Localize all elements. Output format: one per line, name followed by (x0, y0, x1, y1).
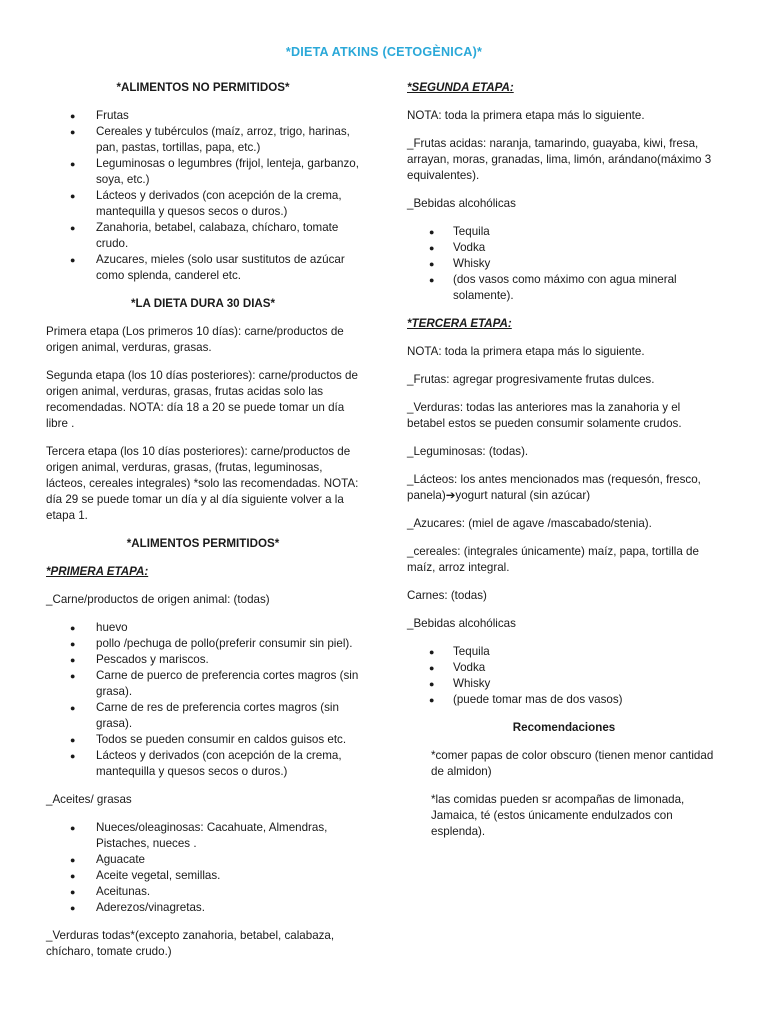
list-item: ● Vodka (429, 241, 486, 254)
frutas-text: _Frutas: agregar progresivamente frutas dulces. (407, 373, 655, 386)
list-item: ● Nueces/oleaginosas: Cacahuate, Almendras, Pistaches, nueces . (70, 821, 328, 850)
bullet-icon: ● (70, 623, 76, 633)
primera-etapa-heading: *PRIMERA ETAPA: (46, 565, 149, 578)
verduras-text: _Verduras: todas las anteriores mas la zanahoria y el betabel estos se pueden consumir solamente crudos. (407, 401, 682, 430)
left-column (46, 80, 360, 972)
bebidas-tercera-list (407, 644, 721, 708)
bullet-icon: ● (429, 259, 435, 269)
bullet-icon: ● (70, 159, 76, 169)
list-item: ● Frutas (70, 109, 129, 122)
list-item: ● Whisky (429, 677, 491, 690)
no-permitidos-heading: *ALIMENTOS NO PERMITIDOS* (116, 81, 290, 94)
bullet-icon: ● (70, 855, 76, 865)
bullet-icon: ● (70, 255, 76, 265)
carne-heading: _Carne/productos de origen animal: (todas) (46, 593, 270, 606)
bullet-icon: ● (429, 227, 435, 237)
bullet-icon: ● (70, 127, 76, 137)
cereales-text: _cereales: (integrales únicamente) maíz, papa, tortilla de maíz, arroz integral. (407, 545, 699, 574)
list-item: ● Aguacate (70, 853, 145, 866)
bullet-icon: ● (70, 671, 76, 681)
list-item: ● pollo /pechuga de pollo(preferir consumir sin piel). (70, 637, 353, 650)
segunda-etapa-heading: *SEGUNDA ETAPA: (407, 81, 514, 94)
permitidos-heading: *ALIMENTOS PERMITIDOS* (126, 537, 280, 550)
list-item: ● Whisky (429, 257, 491, 270)
list-item: ● Pescados y mariscos. (70, 653, 209, 666)
bullet-icon: ● (70, 223, 76, 233)
etapa-3-text: Tercera etapa (los 10 días posteriores): carne/productos de origen animal, verduras, grasas, (frutas, leguminosas, lácteos, cereales integrales) *solo las recomendadas. NOTA: día 29 se puede tomar un día y al día siguiente volver a la etapa 1. (46, 445, 359, 522)
list-item: ● Carne de puerco de preferencia cortes magros (sin grasa). (70, 669, 359, 698)
aceites-heading: _Aceites/ grasas (46, 793, 132, 806)
bullet-icon: ● (70, 639, 76, 649)
list-item: ● Zanahoria, betabel, calabaza, chícharo, tomate crudo. (70, 221, 339, 250)
nota-segunda: NOTA: toda la primera etapa más lo siguiente. (407, 109, 645, 122)
bebidas-heading: _Bebidas alcohólicas (407, 197, 516, 210)
aceites-list (46, 820, 360, 916)
recomendaciones-heading: Recomendaciones (512, 721, 616, 734)
recomendacion-1: *comer papas de color obscuro (tienen menor cantidad de almidon) (431, 749, 714, 778)
bullet-icon: ● (70, 823, 76, 833)
list-item: ● Azucares, mieles (solo usar sustitutos de azúcar como splenda, canderel etc. (70, 253, 345, 282)
bullet-icon: ● (429, 679, 435, 689)
arrow-right-icon: ➔ (445, 489, 456, 502)
list-item: ● (puede tomar mas de dos vasos) (429, 693, 623, 706)
recomendacion-2: *las comidas pueden sr acompañas de limonada, Jamaica, té (estos únicamente endulzados con esplenda). (431, 793, 685, 838)
bebidas-segunda-list (407, 224, 721, 304)
list-item: ● Vodka (429, 661, 486, 674)
etapa-1-text: Primera etapa (Los primeros 10 días): carne/productos de origen animal, verduras, grasas. (46, 325, 344, 354)
etapa-2-text: Segunda etapa (los 10 días posteriores): carne/productos de origen animal, verduras, grasas, frutas acidas solo las recomendadas. NOTA: día 18 a 20 se puede tomar un día libre . (46, 369, 358, 430)
carne-list (46, 620, 360, 780)
nota-tercera: NOTA: toda la primera etapa más lo siguiente. (407, 345, 645, 358)
no-permitidos-list (46, 108, 360, 284)
list-item: ● Aceitunas. (70, 885, 151, 898)
azucares-text: _Azucares: (miel de agave /mascabado/stenia). (407, 517, 652, 530)
bullet-icon: ● (70, 111, 76, 121)
bullet-icon: ● (70, 191, 76, 201)
list-item: ● Carne de res de preferencia cortes magros (sin grasa). (70, 701, 339, 730)
list-item: ● Aceite vegetal, semillas. (70, 869, 221, 882)
list-item: ● (dos vasos como máximo con agua mineral solamente). (429, 273, 677, 302)
bullet-icon: ● (429, 663, 435, 673)
list-item: ● Cereales y tubérculos (maíz, arroz, trigo, harinas, pan, pastas, tortillas, papa, etc.) (70, 125, 350, 154)
list-item: ● Lácteos y derivados (con acepción de la crema, mantequilla y quesos secos o duros.) (70, 749, 342, 778)
bullet-icon: ● (70, 735, 76, 745)
bullet-icon: ● (429, 695, 435, 705)
bullet-icon: ● (70, 751, 76, 761)
right-column (407, 80, 721, 852)
bebidas-heading-tercera: _Bebidas alcohólicas (407, 617, 516, 630)
list-item: ● Tequila (429, 645, 490, 658)
list-item: ● Leguminosas o legumbres (frijol, lenteja, garbanzo, soya, etc.) (70, 157, 359, 186)
list-item: ● Tequila (429, 225, 490, 238)
bullet-icon: ● (429, 243, 435, 253)
carnes-text: Carnes: (todas) (407, 589, 487, 602)
bullet-icon: ● (70, 703, 76, 713)
list-item: ● Lácteos y derivados (con acepción de la crema, mantequilla y quesos secos o duros.) (70, 189, 342, 218)
list-item: ● Aderezos/vinagretas. (70, 901, 205, 914)
bullet-icon: ● (70, 871, 76, 881)
frutas-acidas-text: _Frutas acidas: naranja, tamarindo, guayaba, kiwi, fresa, arrayan, moras, granadas, lima, limón, arándano(máximo 3 equivalentes). (407, 137, 712, 182)
tercera-etapa-heading: *TERCERA ETAPA: (407, 317, 512, 330)
duracion-heading: *LA DIETA DURA 30 DIAS* (130, 297, 276, 310)
lacteos-text: _Lácteos: los antes mencionados mas (requesón, fresco, panela)➔yogurt natural (sin azúcar) (407, 473, 701, 502)
bullet-icon: ● (70, 655, 76, 665)
document-title: *DIETA ATKINS (CETOGÈNICA)* (285, 45, 483, 59)
bullet-icon: ● (70, 903, 76, 913)
verduras-text: _Verduras todas*(excepto zanahoria, betabel, calabaza, chícharo, tomate crudo.) (46, 929, 335, 958)
bullet-icon: ● (70, 887, 76, 897)
bullet-icon: ● (429, 647, 435, 657)
leguminosas-text: _Leguminosas: (todas). (407, 445, 529, 458)
list-item: ● Todos se pueden consumir en caldos guisos etc. (70, 733, 347, 746)
bullet-icon: ● (429, 275, 435, 285)
list-item: ● huevo (70, 621, 128, 634)
